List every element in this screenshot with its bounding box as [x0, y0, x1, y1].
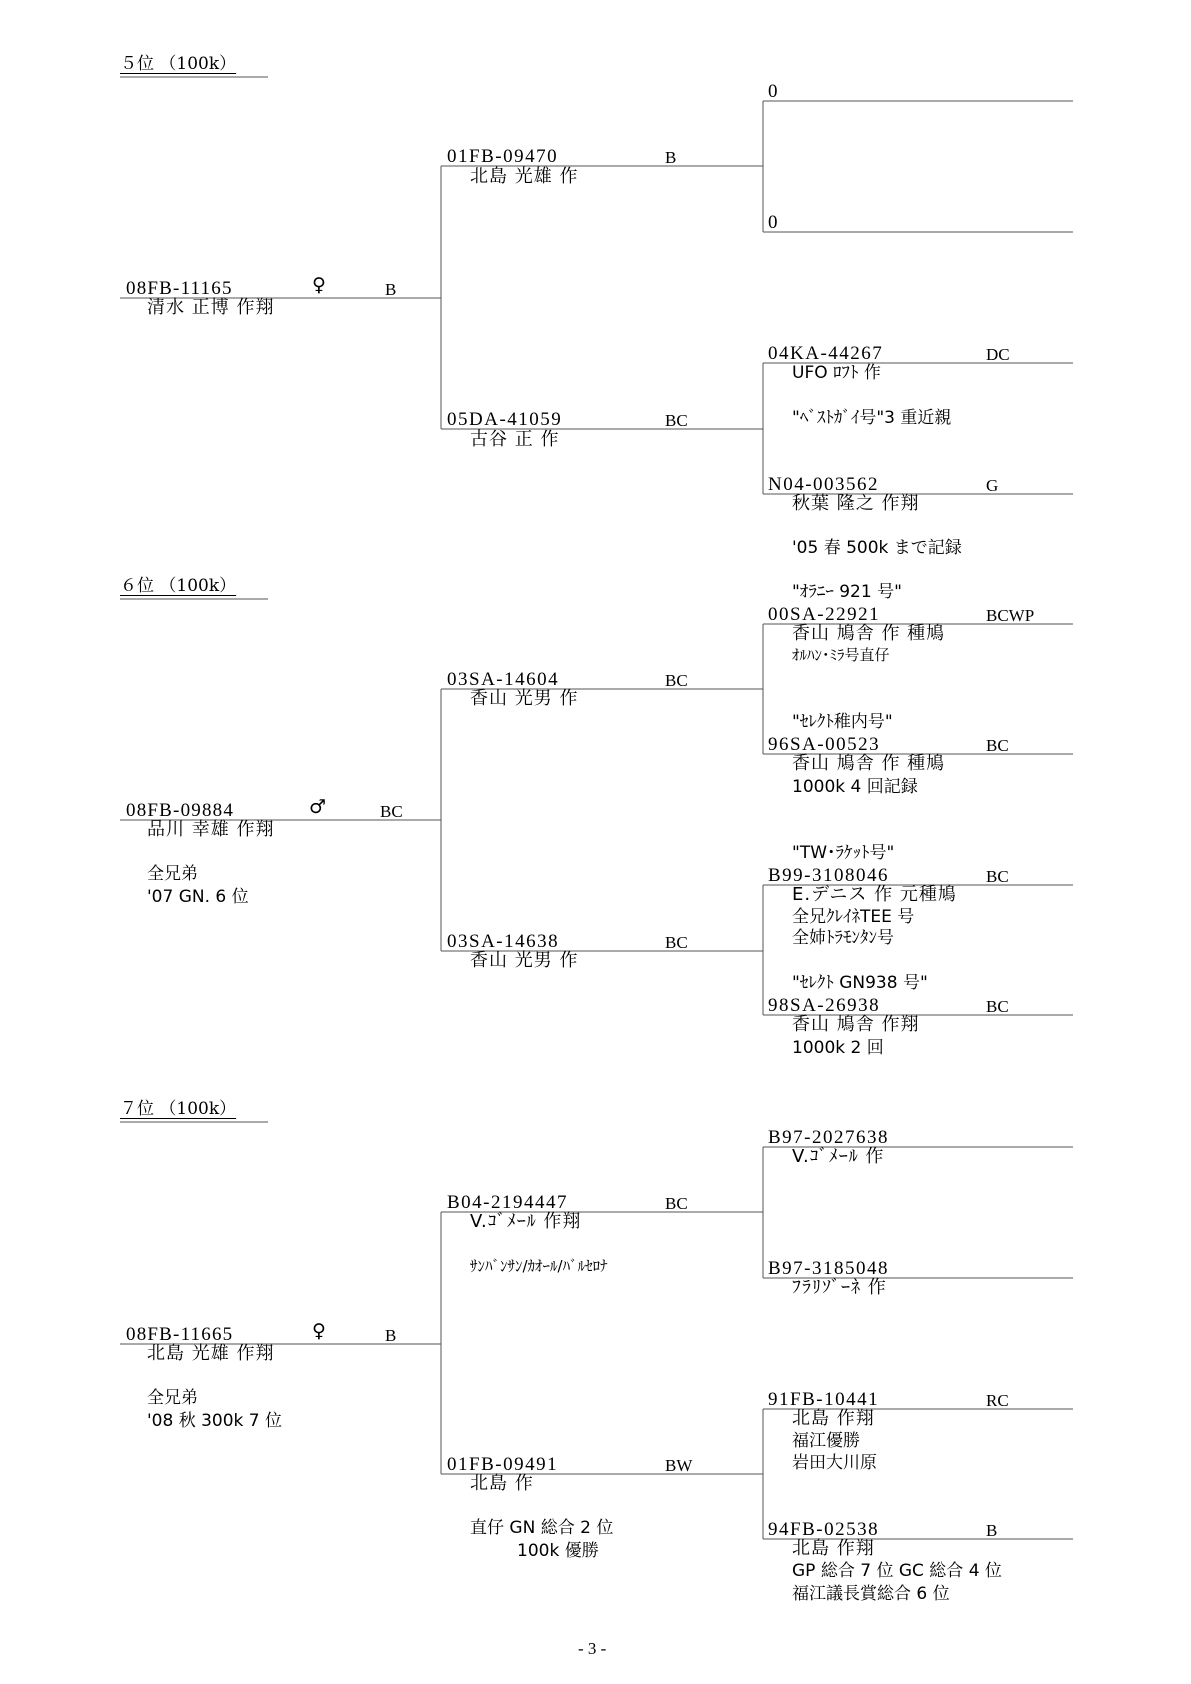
subject-breeder: 品川 幸雄 作翔 [147, 819, 275, 840]
dam-color: BC [665, 933, 688, 952]
subject-ring-number: 08FB-11165 [126, 278, 233, 299]
dam-sire-note-1: 全兄ｸﾚｲﾈTEE 号 [792, 907, 915, 927]
sire-dam-note: 1000k 4 回記録 [792, 777, 918, 797]
dam-sire-ring-number: 91FB-10441 [768, 1389, 880, 1410]
dam-sire-note-2: 岩田大川原 [792, 1453, 877, 1473]
dam-sire-title-note: "ｵﾗﾆｰ 921 号" [792, 582, 902, 602]
dam-sire-note-1: 福江優勝 [792, 1431, 860, 1451]
sire-color: BC [665, 671, 688, 690]
dam-dam-ring-number: 98SA-26938 [768, 995, 881, 1016]
dam-sire-color: DC [986, 345, 1010, 364]
sire-ring-number: 03SA-14604 [447, 669, 560, 690]
dam-sire-color: BC [986, 867, 1009, 886]
dam-breeder: 古谷 正 作 [470, 429, 560, 450]
dam-dam-breeder: 北島 作翔 [792, 1538, 875, 1559]
subject-note-line-2: '07 GN. 6 位 [147, 887, 249, 907]
sire-sire-color: BCWP [986, 606, 1035, 625]
subject-breeder: 北島 光雄 作翔 [147, 1343, 275, 1364]
dam-dam-note: '05 春 500k まで記録 [792, 538, 962, 558]
subject-note-line-2: '08 秋 300k 7 位 [147, 1411, 283, 1431]
sire-dam-breeder: ﾌﾗﾘｿﾞｰﾈ 作 [792, 1277, 887, 1298]
subject-color: B [385, 1326, 397, 1345]
sire-sire-breeder: V.ｺﾞﾒｰﾙ 作 [792, 1146, 885, 1167]
subject-color: B [385, 280, 397, 299]
section-rank-label: ５位 （100k） [120, 54, 237, 74]
dam-dam-color: G [986, 476, 999, 495]
dam-dam-color: B [986, 1521, 998, 1540]
dam-breeder: 北島 作 [470, 1473, 534, 1494]
subject-color: BC [380, 802, 403, 821]
female-symbol: ♀ [312, 1320, 326, 1342]
dam-sire-breeder: UFO ﾛﾌﾄ 作 [792, 363, 881, 383]
dam-note-line-2: 100k 優勝 [517, 1541, 599, 1561]
dam-ring-number: 05DA-41059 [447, 409, 563, 430]
sire-dam-color: BC [986, 736, 1009, 755]
dam-breeder: 香山 光男 作 [470, 950, 579, 971]
dam-sire-title-note: "TW･ﾗｹｯﾄ号" [792, 843, 895, 863]
sire-dam-ring-number: 96SA-00523 [768, 734, 881, 755]
sire-ring-number: B04-2194447 [447, 1192, 568, 1213]
sire-breeder: 香山 光男 作 [470, 688, 579, 709]
sire-sire-ring-number: 0 [768, 81, 779, 102]
sire-sire-ring-number: 00SA-22921 [768, 604, 881, 625]
dam-color: BC [665, 411, 688, 430]
sire-note: ｻﾝﾊﾞﾝｻﾝ/ｶｵｰﾙ/ﾊﾞﾙｾﾛﾅ [470, 1257, 608, 1275]
dam-dam-note: 1000k 2 回 [792, 1038, 884, 1058]
dam-sire-note: "ﾍﾞｽﾄｶﾞｲ号"3 重近親 [792, 408, 952, 428]
dam-ring-number: 03SA-14638 [447, 931, 560, 952]
dam-dam-color: BC [986, 997, 1009, 1016]
sire-dam-title-note: "ｾﾚｸﾄ稚内号" [792, 712, 893, 732]
subject-ring-number: 08FB-09884 [126, 800, 235, 821]
dam-note-line-1: 直仔 GN 総合 2 位 [470, 1518, 614, 1538]
sire-breeder: 北島 光雄 作 [470, 166, 579, 187]
subject-breeder: 清水 正博 作翔 [147, 297, 275, 318]
sire-dam-ring-number: 0 [768, 212, 779, 233]
dam-dam-breeder: 香山 鳩舎 作翔 [792, 1014, 920, 1035]
sire-sire-note: ｵﾙﾊﾝ･ﾐﾗ号直仔 [792, 646, 890, 664]
sire-color: B [665, 148, 677, 167]
subject-ring-number: 08FB-11665 [126, 1324, 234, 1345]
female-symbol: ♀ [312, 274, 326, 296]
subject-note-line-1: 全兄弟 [147, 1388, 198, 1408]
sire-sire-ring-number: B97-2027638 [768, 1127, 889, 1148]
dam-color: BW [665, 1456, 693, 1475]
sire-dam-ring-number: B97-3185048 [768, 1258, 889, 1279]
dam-dam-ring-number: N04-003562 [768, 474, 880, 495]
sire-color: BC [665, 1194, 688, 1213]
dam-dam-ring-number: 94FB-02538 [768, 1519, 880, 1540]
dam-dam-breeder: 秋葉 隆之 作翔 [792, 493, 920, 514]
dam-sire-ring-number: B99-3108046 [768, 865, 889, 886]
dam-ring-number: 01FB-09491 [447, 1454, 559, 1475]
dam-dam-note-1: GP 総合 7 位 GC 総合 4 位 [792, 1561, 1002, 1581]
subject-note-line-1: 全兄弟 [147, 864, 198, 884]
section-rank-label: ７位 （100k） [120, 1099, 237, 1119]
section-rank-label: ６位 （100k） [120, 576, 237, 596]
page-number: - 3 - [578, 1639, 607, 1658]
dam-dam-title-note: "ｾﾚｸﾄ GN938 号" [792, 973, 928, 993]
sire-dam-breeder: 香山 鳩舎 作 種鳩 [792, 753, 946, 774]
dam-sire-color: RC [986, 1391, 1009, 1410]
dam-sire-breeder: 北島 作翔 [792, 1408, 875, 1429]
male-symbol: ♂ [309, 796, 327, 818]
sire-ring-number: 01FB-09470 [447, 146, 559, 167]
sire-breeder: V.ｺﾞﾒｰﾙ 作翔 [470, 1211, 582, 1232]
dam-dam-note-2: 福江議長賞総合 6 位 [792, 1584, 950, 1604]
dam-sire-breeder: E.デニス 作 元種鳩 [792, 884, 957, 905]
dam-sire-note-2: 全姉ﾄﾗﾓﾝﾀﾝ号 [792, 928, 894, 948]
dam-sire-ring-number: 04KA-44267 [768, 343, 884, 364]
sire-sire-breeder: 香山 鳩舎 作 種鳩 [792, 623, 946, 644]
